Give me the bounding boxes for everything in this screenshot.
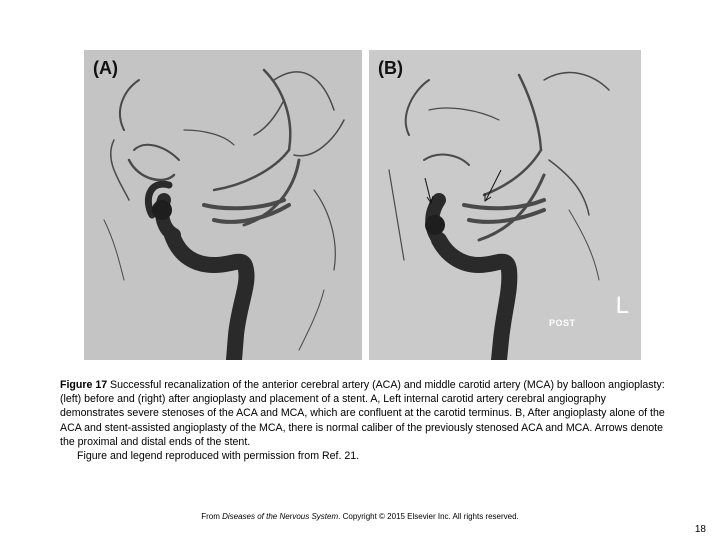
angiogram-b-image <box>369 50 641 360</box>
laterality-marker: L <box>615 292 629 319</box>
figure-number: Figure 17 <box>60 379 108 391</box>
panel-b-label: (B) <box>378 58 403 78</box>
caption-attribution: Figure and legend reproduced with permission from Ref. 21. <box>77 450 360 463</box>
caption-text: Successful recanalization of the anterior cerebral artery (ACA) and middle carotid artery (MCA) by balloon angioplasty: (left) before and (right) after angioplasty and placement of a stent. A, Left internal carotid artery cerebral angiography demonstrates severe stenoses of the ACA and MCA, which are confluent at the carotid terminus. B, After angioplasty alone of the ACA and stent-assisted angioplasty of the MCA, there is normal caliber of the previously stenosed ACA and MCA. Arrows denote the proximal and distal ends of the stent. <box>60 379 665 448</box>
angiogram-panel-a <box>84 50 362 360</box>
figure-caption <box>60 378 672 463</box>
book-title: Diseases of the Nervous System <box>222 512 339 521</box>
credit-prefix: From <box>201 512 223 521</box>
page-number: 18 <box>694 524 706 535</box>
panel-a-label: (A) <box>93 58 118 78</box>
post-marker: POST <box>549 318 576 328</box>
angiogram-a-image <box>84 50 362 360</box>
angiogram-panel-b <box>369 50 641 360</box>
credit-suffix: . Copyright © 2015 Elsevier Inc. All rights reserved. <box>338 512 519 521</box>
source-credit <box>0 512 720 521</box>
